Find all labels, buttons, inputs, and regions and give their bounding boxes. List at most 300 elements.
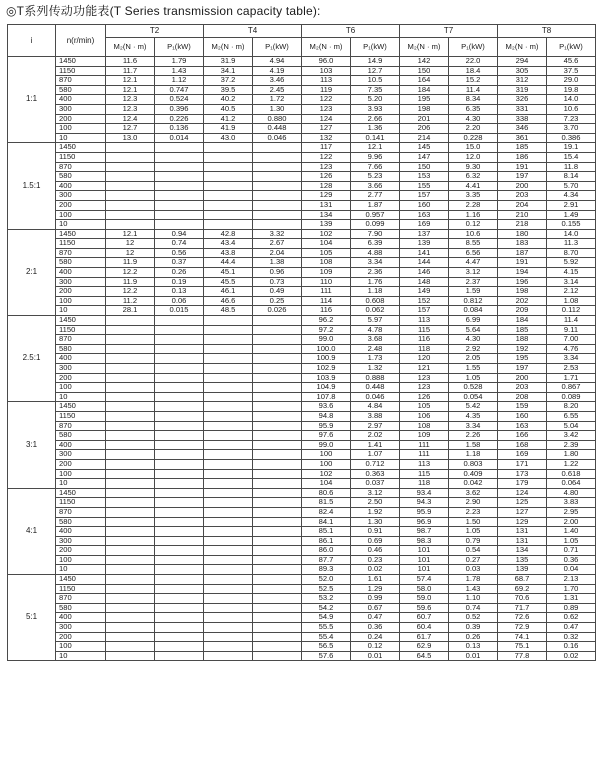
t7-power-cell: 1.16: [449, 210, 498, 220]
t6-torque-cell: 132: [302, 133, 351, 143]
t2-torque-cell: [106, 613, 155, 623]
t6-torque-cell: 108: [302, 258, 351, 268]
speed-cell: 300: [56, 104, 106, 114]
t2-torque-cell: [106, 527, 155, 537]
t7-power-cell: 0.084: [449, 306, 498, 316]
speed-cell: 100: [56, 469, 106, 479]
t7-power-cell: 4.47: [449, 258, 498, 268]
table-row: [8, 565, 596, 575]
t8-torque-cell: 192: [498, 344, 547, 354]
t8-torque-cell: 72.6: [498, 613, 547, 623]
t7-power-cell: 3.34: [449, 421, 498, 431]
t2-power-cell: [155, 172, 204, 182]
table-row: [8, 517, 596, 527]
speed-cell: 400: [56, 181, 106, 191]
t2-power-cell: [155, 603, 204, 613]
t2-torque-cell: [106, 651, 155, 661]
t4-power-cell: [253, 459, 302, 469]
t4-torque-cell: 42.8: [204, 229, 253, 239]
t8-torque-cell: 127: [498, 507, 547, 517]
speed-cell: 870: [56, 248, 106, 258]
t2-power-cell: 0.37: [155, 258, 204, 268]
speed-cell: 1450: [56, 316, 106, 326]
t8-power-cell: 11.3: [547, 239, 596, 249]
t7-power-cell: 0.54: [449, 546, 498, 556]
t7-power-cell: 9.30: [449, 162, 498, 172]
t7-power-cell: 8.55: [449, 239, 498, 249]
t6-torque-cell: 109: [302, 268, 351, 278]
t2-torque-cell: 12.3: [106, 104, 155, 114]
page-title: ◎T系列传动功能表(T Series transmission capacity table):: [6, 4, 321, 18]
t7-power-cell: 0.01: [449, 651, 498, 661]
t7-torque-cell: 137: [400, 229, 449, 239]
table-row: [8, 200, 596, 210]
t2-torque-cell: 12: [106, 248, 155, 258]
t8-torque-cell: 346: [498, 124, 547, 134]
table-row: [8, 651, 596, 661]
t4-torque-cell: 40.2: [204, 95, 253, 105]
t2-power-cell: [155, 200, 204, 210]
table-row: [8, 57, 596, 67]
t6-torque-cell: 97.6: [302, 431, 351, 441]
speed-cell: 400: [56, 95, 106, 105]
t6-torque-cell: 123: [302, 162, 351, 172]
t7-power-cell: 1.10: [449, 594, 498, 604]
t7-power-cell: 0.528: [449, 383, 498, 393]
t7-torque-cell: 113: [400, 316, 449, 326]
speed-cell: 870: [56, 335, 106, 345]
t7-torque-cell: 157: [400, 191, 449, 201]
t8-torque-cell: 191: [498, 162, 547, 172]
t6-power-cell: 0.957: [351, 210, 400, 220]
t6-power-cell: 0.888: [351, 373, 400, 383]
speed-cell: 580: [56, 603, 106, 613]
t2-torque-cell: 11.7: [106, 66, 155, 76]
t2-torque-cell: [106, 373, 155, 383]
t7-torque-cell: 101: [400, 565, 449, 575]
t8-power-cell: 0.867: [547, 383, 596, 393]
table-row: [8, 613, 596, 623]
speed-cell: 200: [56, 287, 106, 297]
t6-torque-cell: 105: [302, 248, 351, 258]
t8-power-cell: 0.71: [547, 546, 596, 556]
table-row: [8, 536, 596, 546]
t7-torque-cell: 146: [400, 268, 449, 278]
t7-power-cell: 8.34: [449, 95, 498, 105]
t4-torque-cell: [204, 344, 253, 354]
t7-torque-cell: 153: [400, 172, 449, 182]
t6-torque-cell: 55.4: [302, 632, 351, 642]
t2-power-cell: [155, 143, 204, 153]
t2-torque-cell: [106, 335, 155, 345]
t4-torque-cell: 40.5: [204, 104, 253, 114]
t2-torque-cell: 28.1: [106, 306, 155, 316]
t2-power-cell: [155, 344, 204, 354]
t4-power-cell: 0.046: [253, 133, 302, 143]
t7-power-cell: 2.90: [449, 498, 498, 508]
t4-power-cell: [253, 152, 302, 162]
t7-power-cell: 1.05: [449, 527, 498, 537]
t2-torque-cell: 11.9: [106, 277, 155, 287]
t6-torque-cell: 55.5: [302, 623, 351, 633]
t6-power-cell: 2.02: [351, 431, 400, 441]
t6-torque-cell: 86.1: [302, 536, 351, 546]
speed-cell: 1150: [56, 584, 106, 594]
t6-torque-cell: 85.1: [302, 527, 351, 537]
t2-power-cell: [155, 364, 204, 374]
t4-power-cell: [253, 594, 302, 604]
t8-torque-cell: 77.8: [498, 651, 547, 661]
table-row: [8, 594, 596, 604]
t2-power-cell: [155, 632, 204, 642]
t8-torque-cell: 171: [498, 459, 547, 469]
t8-power-cell: 0.62: [547, 613, 596, 623]
t2-torque-cell: 12.1: [106, 229, 155, 239]
t2-power-cell: 0.06: [155, 296, 204, 306]
t6-power-cell: 1.07: [351, 450, 400, 460]
t7-torque-cell: 163: [400, 210, 449, 220]
t2-torque-cell: 11.9: [106, 258, 155, 268]
speed-cell: 100: [56, 296, 106, 306]
t8-torque-cell: 209: [498, 306, 547, 316]
speed-cell: 100: [56, 555, 106, 565]
t7-torque-cell: 145: [400, 143, 449, 153]
t2-power-cell: 1.79: [155, 57, 204, 67]
speed-cell: 1450: [56, 402, 106, 412]
table-row: [8, 383, 596, 393]
table-row: [8, 402, 596, 412]
t7-torque-cell: 64.5: [400, 651, 449, 661]
t8-power-cell: 0.16: [547, 642, 596, 652]
speed-cell: 100: [56, 642, 106, 652]
t6-torque-cell: 96.2: [302, 316, 351, 326]
t7-power-cell: 2.28: [449, 200, 498, 210]
t8-power-cell: 14.0: [547, 229, 596, 239]
t6-torque-cell: 54.2: [302, 603, 351, 613]
t8-power-cell: 0.089: [547, 392, 596, 402]
t8-power-cell: 37.5: [547, 66, 596, 76]
t2-torque-cell: [106, 469, 155, 479]
t6-torque-cell: 99.0: [302, 335, 351, 345]
ratio-cell: 4:1: [8, 488, 56, 574]
ratio-cell: 1:1: [8, 57, 56, 143]
torque-header: M₂(N · m): [498, 38, 547, 57]
t7-torque-cell: 94.3: [400, 498, 449, 508]
t7-power-cell: 15.0: [449, 143, 498, 153]
speed-cell: 870: [56, 421, 106, 431]
t2-torque-cell: [106, 210, 155, 220]
t6-power-cell: 0.24: [351, 632, 400, 642]
t8-power-cell: 15.4: [547, 152, 596, 162]
t8-torque-cell: 71.7: [498, 603, 547, 613]
t8-power-cell: 8.20: [547, 402, 596, 412]
speed-cell: 1450: [56, 575, 106, 585]
t8-torque-cell: 331: [498, 104, 547, 114]
t7-power-cell: 0.409: [449, 469, 498, 479]
t7-power-cell: 0.042: [449, 479, 498, 489]
t6-torque-cell: 114: [302, 296, 351, 306]
t8-power-cell: 6.55: [547, 411, 596, 421]
t6-torque-cell: 110: [302, 277, 351, 287]
t4-torque-cell: [204, 613, 253, 623]
t2-torque-cell: [106, 603, 155, 613]
table-row: [8, 210, 596, 220]
t6-power-cell: 2.66: [351, 114, 400, 124]
t7-torque-cell: 116: [400, 335, 449, 345]
t2-torque-cell: 12.4: [106, 114, 155, 124]
t2-power-cell: [155, 411, 204, 421]
speed-cell: 10: [56, 392, 106, 402]
t7-power-cell: 1.05: [449, 373, 498, 383]
t4-power-cell: [253, 220, 302, 230]
t2-power-cell: [155, 440, 204, 450]
t4-torque-cell: [204, 565, 253, 575]
t4-torque-cell: [204, 152, 253, 162]
t6-power-cell: 5.23: [351, 172, 400, 182]
t6-power-cell: 0.46: [351, 546, 400, 556]
t2-torque-cell: [106, 200, 155, 210]
t4-torque-cell: [204, 479, 253, 489]
table-row: [8, 373, 596, 383]
t2-power-cell: [155, 450, 204, 460]
speed-cell: 200: [56, 114, 106, 124]
t8-power-cell: 0.89: [547, 603, 596, 613]
speed-cell: 10: [56, 306, 106, 316]
speed-cell: 1450: [56, 229, 106, 239]
t8-power-cell: 1.08: [547, 296, 596, 306]
t4-power-cell: [253, 191, 302, 201]
t7-torque-cell: 95.9: [400, 507, 449, 517]
t8-power-cell: 2.53: [547, 364, 596, 374]
t7-power-cell: 1.58: [449, 440, 498, 450]
t2-torque-cell: [106, 488, 155, 498]
table-row: [8, 507, 596, 517]
t8-torque-cell: 198: [498, 287, 547, 297]
t6-power-cell: 0.69: [351, 536, 400, 546]
speed-cell: 580: [56, 258, 106, 268]
t6-power-cell: 3.12: [351, 488, 400, 498]
t4-power-cell: [253, 469, 302, 479]
t6-torque-cell: 122: [302, 152, 351, 162]
table-row: [8, 66, 596, 76]
t4-torque-cell: [204, 431, 253, 441]
t8-torque-cell: 74.1: [498, 632, 547, 642]
table-row: [8, 488, 596, 498]
t6-torque-cell: 134: [302, 210, 351, 220]
t6-torque-cell: 52.0: [302, 575, 351, 585]
t2-torque-cell: [106, 402, 155, 412]
speed-cell: 10: [56, 565, 106, 575]
t6-power-cell: 2.97: [351, 421, 400, 431]
t6-torque-cell: 95.9: [302, 421, 351, 431]
speed-cell: 870: [56, 162, 106, 172]
t8-torque-cell: 68.7: [498, 575, 547, 585]
t6-torque-cell: 86.0: [302, 546, 351, 556]
t4-torque-cell: [204, 411, 253, 421]
t6-power-cell: 4.78: [351, 325, 400, 335]
t4-power-cell: [253, 498, 302, 508]
t6-torque-cell: 87.7: [302, 555, 351, 565]
t2-power-cell: 0.747: [155, 85, 204, 95]
t4-torque-cell: [204, 498, 253, 508]
table-row: [8, 575, 596, 585]
t2-torque-cell: [106, 642, 155, 652]
t4-torque-cell: [204, 402, 253, 412]
t8-power-cell: 45.6: [547, 57, 596, 67]
table-row: [8, 498, 596, 508]
t8-torque-cell: 124: [498, 488, 547, 498]
t6-torque-cell: 99.0: [302, 440, 351, 450]
t4-power-cell: [253, 613, 302, 623]
t2-power-cell: [155, 479, 204, 489]
t4-power-cell: [253, 517, 302, 527]
t4-torque-cell: 41.2: [204, 114, 253, 124]
t7-power-cell: 0.74: [449, 603, 498, 613]
t7-power-cell: 0.12: [449, 220, 498, 230]
t8-power-cell: 8.70: [547, 248, 596, 258]
t8-power-cell: 8.14: [547, 172, 596, 182]
t6-power-cell: 0.02: [351, 565, 400, 575]
t6-power-cell: 1.36: [351, 124, 400, 134]
t4-torque-cell: 44.4: [204, 258, 253, 268]
t7-torque-cell: 164: [400, 76, 449, 86]
t2-power-cell: [155, 517, 204, 527]
t8-power-cell: 2.95: [547, 507, 596, 517]
t6-torque-cell: 103: [302, 66, 351, 76]
t6-torque-cell: 104: [302, 239, 351, 249]
t7-torque-cell: 60.4: [400, 623, 449, 633]
t8-power-cell: 1.40: [547, 527, 596, 537]
t4-torque-cell: [204, 459, 253, 469]
t8-power-cell: 11.4: [547, 316, 596, 326]
t2-torque-cell: [106, 152, 155, 162]
speed-cell: 1450: [56, 488, 106, 498]
t7-power-cell: 5.42: [449, 402, 498, 412]
t8-torque-cell: 184: [498, 316, 547, 326]
t2-torque-cell: [106, 421, 155, 431]
t8-torque-cell: 305: [498, 66, 547, 76]
t4-power-cell: [253, 527, 302, 537]
speed-cell: 300: [56, 450, 106, 460]
speed-cell: 100: [56, 124, 106, 134]
t2-torque-cell: [106, 316, 155, 326]
power-header: P₁(kW): [547, 38, 596, 57]
t7-power-cell: 0.803: [449, 459, 498, 469]
t4-torque-cell: [204, 373, 253, 383]
t2-power-cell: 0.136: [155, 124, 204, 134]
t2-power-cell: 0.13: [155, 287, 204, 297]
t2-torque-cell: [106, 450, 155, 460]
t2-torque-cell: [106, 181, 155, 191]
t4-torque-cell: [204, 316, 253, 326]
t4-power-cell: [253, 411, 302, 421]
t4-power-cell: [253, 479, 302, 489]
t6-power-cell: 1.92: [351, 507, 400, 517]
table-row: [8, 268, 596, 278]
t6-torque-cell: 124: [302, 114, 351, 124]
t7-torque-cell: 101: [400, 546, 449, 556]
table-row: [8, 555, 596, 565]
t7-torque-cell: 98.3: [400, 536, 449, 546]
t4-torque-cell: 41.9: [204, 124, 253, 134]
t8-torque-cell: 208: [498, 392, 547, 402]
table-row: [8, 459, 596, 469]
t4-power-cell: [253, 392, 302, 402]
t4-power-cell: [253, 651, 302, 661]
t6-power-cell: 3.34: [351, 258, 400, 268]
t2-torque-cell: [106, 364, 155, 374]
t7-torque-cell: 201: [400, 114, 449, 124]
t6-torque-cell: 100: [302, 459, 351, 469]
t4-power-cell: 0.73: [253, 277, 302, 287]
t2-torque-cell: [106, 325, 155, 335]
table-row: [8, 440, 596, 450]
t8-torque-cell: 188: [498, 335, 547, 345]
t4-power-cell: 2.45: [253, 85, 302, 95]
table-row: [8, 325, 596, 335]
t6-torque-cell: 128: [302, 181, 351, 191]
t8-power-cell: 5.92: [547, 258, 596, 268]
t6-power-cell: 1.87: [351, 200, 400, 210]
t7-torque-cell: 105: [400, 402, 449, 412]
t2-power-cell: [155, 210, 204, 220]
t4-power-cell: 0.49: [253, 287, 302, 297]
t6-power-cell: 0.099: [351, 220, 400, 230]
t6-power-cell: 0.12: [351, 642, 400, 652]
speed-cell: 1450: [56, 57, 106, 67]
t4-torque-cell: [204, 364, 253, 374]
speed-cell: 580: [56, 85, 106, 95]
t8-power-cell: 0.064: [547, 479, 596, 489]
t4-power-cell: 4.19: [253, 66, 302, 76]
t4-torque-cell: [204, 181, 253, 191]
t2-power-cell: [155, 373, 204, 383]
t4-torque-cell: 45.5: [204, 277, 253, 287]
t6-torque-cell: 111: [302, 287, 351, 297]
t7-torque-cell: 115: [400, 469, 449, 479]
t7-power-cell: 4.30: [449, 114, 498, 124]
t7-power-cell: 11.4: [449, 85, 498, 95]
t6-torque-cell: 96.0: [302, 57, 351, 67]
t6-torque-cell: 100.0: [302, 344, 351, 354]
t8-torque-cell: 125: [498, 498, 547, 508]
t7-torque-cell: 118: [400, 479, 449, 489]
t4-power-cell: [253, 373, 302, 383]
t2-torque-cell: [106, 555, 155, 565]
table-row: [8, 632, 596, 642]
t8-power-cell: 4.15: [547, 268, 596, 278]
torque-header: M₂(N · m): [400, 38, 449, 57]
speed-cell: 200: [56, 373, 106, 383]
table-row: [8, 411, 596, 421]
t4-power-cell: [253, 210, 302, 220]
t2-power-cell: 0.26: [155, 268, 204, 278]
t2-torque-cell: [106, 459, 155, 469]
t4-power-cell: 3.32: [253, 229, 302, 239]
speed-cell: 300: [56, 277, 106, 287]
t4-power-cell: [253, 623, 302, 633]
table-row: [8, 306, 596, 316]
t8-power-cell: 7.00: [547, 335, 596, 345]
t7-torque-cell: 118: [400, 344, 449, 354]
t4-power-cell: [253, 488, 302, 498]
t2-power-cell: [155, 459, 204, 469]
speed-cell: 10: [56, 133, 106, 143]
t2-torque-cell: 11.6: [106, 57, 155, 67]
t2-power-cell: [155, 354, 204, 364]
t4-power-cell: [253, 421, 302, 431]
t8-power-cell: 19.8: [547, 85, 596, 95]
